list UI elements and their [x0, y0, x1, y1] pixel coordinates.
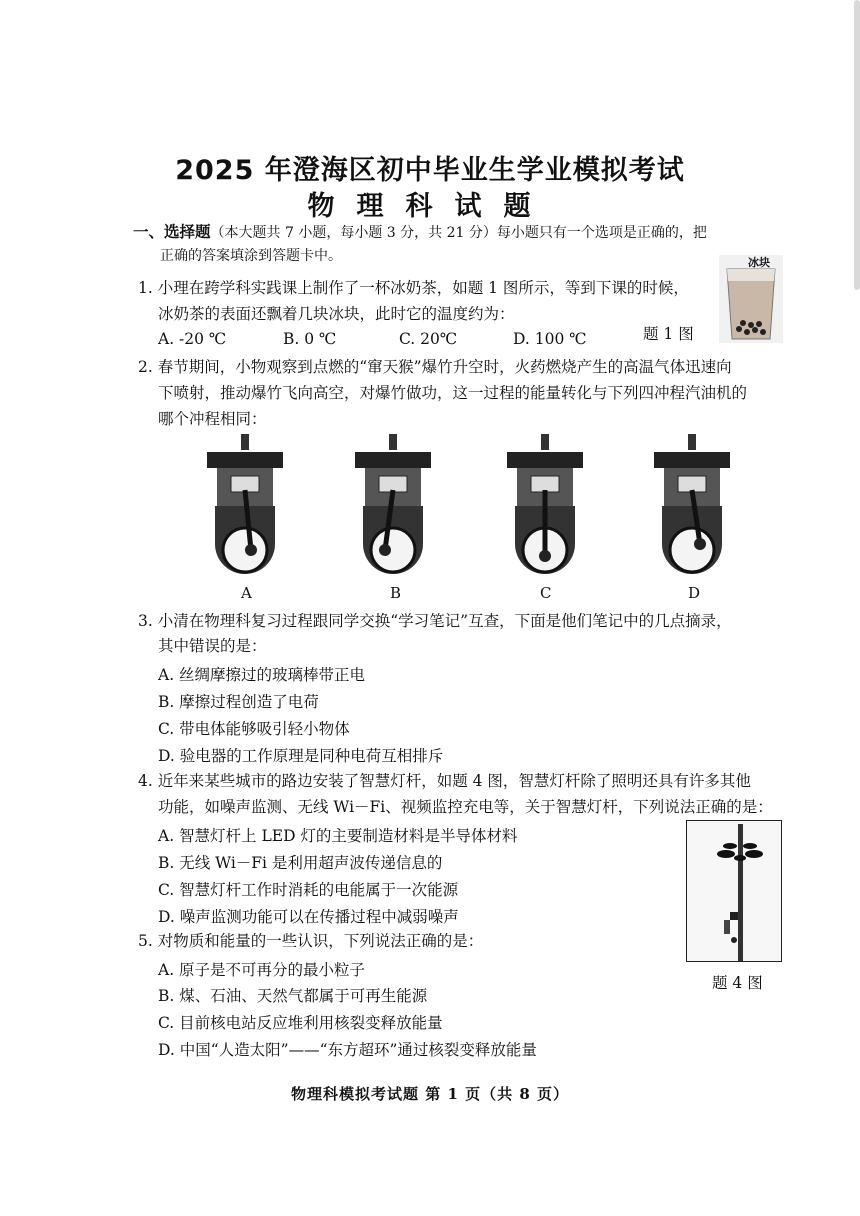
q4-option-b: B. 无线 Wi－Fi 是利用超声波传递信息的 — [158, 854, 443, 872]
q5-option-c: C. 目前核电站反应堆利用核裂变释放能量 — [158, 1014, 443, 1032]
q1-line1: 1. 小理在跨学科实践课上制作了一杯冰奶茶，如题 1 图所示，等到下课的时候， — [138, 279, 689, 297]
q2-line2: 下喷射，推动爆竹飞向高空，对爆竹做功，这一过程的能量转化与下列四冲程汽油机的 — [158, 384, 748, 402]
q2-line3: 哪个冲程相同： — [158, 410, 267, 428]
engine-label-b: B — [390, 584, 402, 602]
q1-figure-caption: 题 1 图 — [643, 325, 694, 343]
q1-option-d: D. 100 ℃ — [513, 330, 587, 348]
q4-option-a: A. 智慧灯杆上 LED 灯的主要制造材料是半导体材料 — [158, 827, 518, 845]
q1-figure-label: 冰块 — [748, 256, 770, 269]
page-title: 2025 年澄海区初中毕业生学业模拟考试 — [175, 155, 685, 186]
q5-option-d: D. 中国“人造太阳”——“东方超环”通过核裂变释放能量 — [158, 1041, 537, 1059]
engine-diagram-d — [652, 432, 732, 582]
q3-line2: 其中错误的是： — [158, 637, 267, 655]
engine-diagram-b — [353, 432, 433, 582]
q4-line2: 功能，如噪声监测、无线 Wi－Fi、视频监控充电等，关于智慧灯杆，下列说法正确的是： — [158, 798, 773, 816]
q3-option-c: C. 带电体能够吸引轻小物体 — [158, 720, 350, 738]
section-desc-1: （本大题共 7 小题，每小题 3 分，共 21 分）每小题只有一个选项是正确的，把 — [210, 225, 707, 241]
page-subtitle: 物理科试题 — [307, 191, 553, 222]
q1-option-a: A. -20 ℃ — [158, 330, 227, 348]
q2-line1: 2. 春节期间，小物观察到点燃的“窜天猴”爆竹升空时，火药燃烧产生的高温气体迅速向 — [138, 358, 732, 376]
scrollbar[interactable] — [854, 0, 860, 290]
engine-label-a: A — [241, 584, 252, 602]
q5-option-b: B. 煤、石油、天然气都属于可再生能源 — [158, 987, 428, 1005]
q4-option-d: D. 噪声监测功能可以在传播过程中减弱噪声 — [158, 908, 459, 926]
section-header — [133, 222, 707, 243]
engine-diagram-c — [505, 432, 585, 582]
q3-option-d: D. 验电器的工作原理是同种电荷互相排斥 — [158, 747, 444, 765]
q4-option-c: C. 智慧灯杆工作时消耗的电能属于一次能源 — [158, 881, 459, 899]
q4-line1: 4. 近年来某些城市的路边安装了智慧灯杆，如题 4 图，智慧灯杆除了照明还具有许多其他 — [138, 772, 751, 790]
q5-option-a: A. 原子是不可再分的最小粒子 — [158, 961, 366, 979]
q1-line2: 冰奶茶的表面还飘着几块冰块，此时它的温度约为： — [158, 305, 515, 323]
section-desc-2: 正确的答案填涂到答题卡中。 — [160, 248, 342, 264]
q3-option-a: A. 丝绸摩擦过的玻璃棒带正电 — [158, 666, 366, 684]
engine-label-c: C — [540, 584, 552, 602]
q4-figure-caption: 题 4 图 — [712, 974, 763, 992]
q1-option-c: C. 20℃ — [399, 330, 458, 348]
smart-lamp-post-image — [686, 820, 782, 962]
engine-diagram-a — [205, 432, 285, 582]
q1-option-b: B. 0 ℃ — [283, 330, 337, 348]
q3-line1: 3. 小清在物理科复习过程跟同学交换“学习笔记”互查，下面是他们笔记中的几点摘录， — [138, 612, 732, 630]
section-label: 一、选择题 — [133, 223, 211, 241]
q3-option-b: B. 摩擦过程创造了电荷 — [158, 693, 319, 711]
page-footer: 物理科模拟考试题 第 1 页（共 8 页） — [291, 1085, 569, 1103]
engine-label-d: D — [688, 584, 701, 602]
q5-line1: 5. 对物质和能量的一些认识，下列说法正确的是： — [138, 932, 484, 950]
